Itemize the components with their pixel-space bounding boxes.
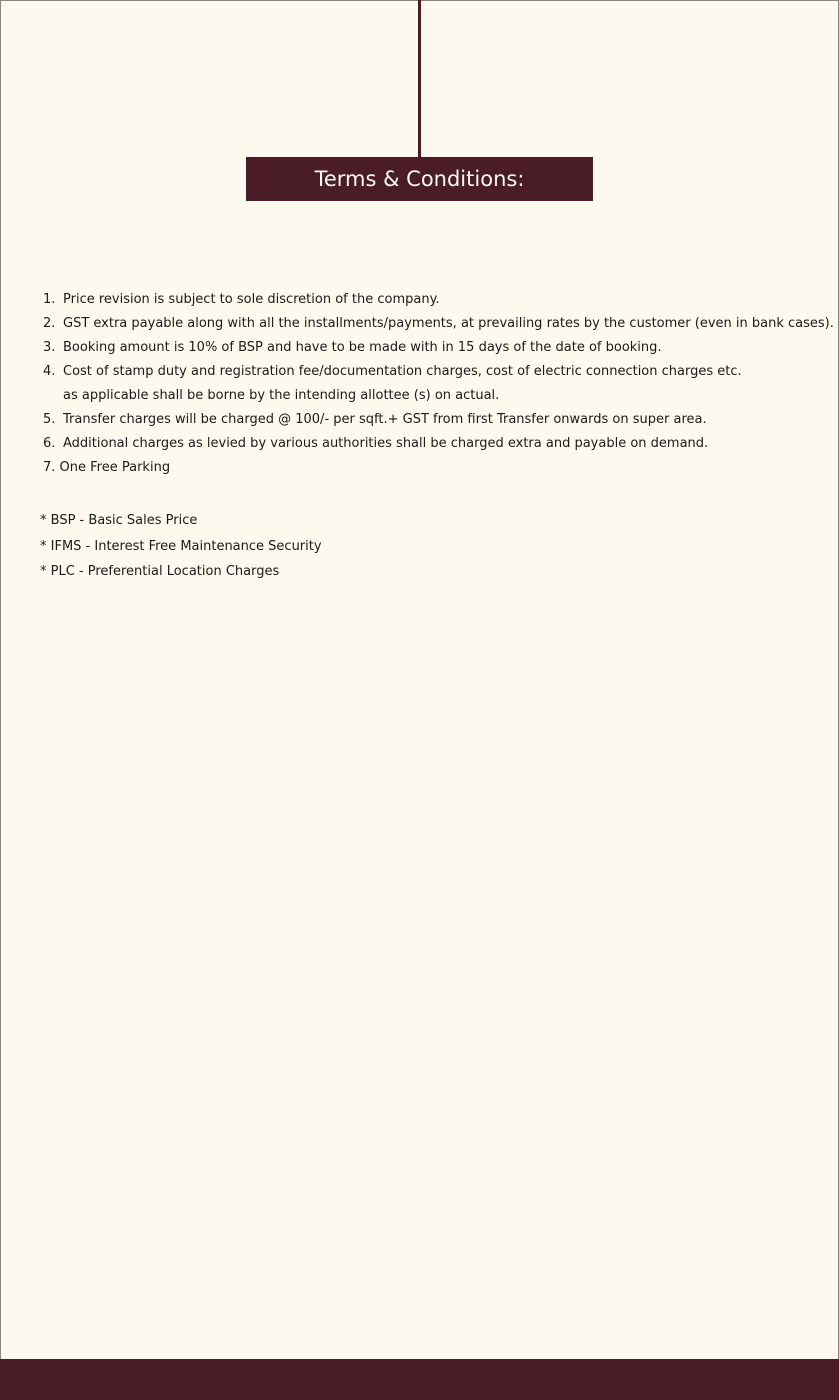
term-text: GST extra payable along with all the installments/payments, at prevailing rates by the customer (even in bank cases).	[63, 316, 834, 331]
term-number: 2.	[43, 316, 56, 331]
term-number: 5.	[43, 412, 56, 427]
term-text: Cost of stamp duty and registration fee/documentation charges, cost of electric connection charges etc.	[63, 364, 742, 379]
terms-list	[43, 289, 834, 481]
term-item-3	[43, 337, 834, 361]
term-number: 4.	[43, 364, 56, 379]
term-text: Price revision is subject to sole discretion of the company.	[63, 292, 440, 307]
page-title: Terms & Conditions:	[314, 167, 525, 191]
term-text: Additional charges as levied by various authorities shall be charged extra and payable on demand.	[63, 436, 709, 451]
term-text: Transfer charges will be charged @ 100/- per sqft.+ GST from first Transfer onwards on super area.	[63, 412, 707, 427]
note-item: * BSP - Basic Sales Price	[40, 513, 198, 528]
term-text: One Free Parking	[59, 460, 171, 475]
term-text: as applicable shall be borne by the intending allottee (s) on actual.	[63, 388, 500, 403]
term-number: 6.	[43, 436, 56, 451]
note-item: * IFMS - Interest Free Maintenance Security	[40, 538, 322, 554]
term-item-2	[43, 313, 834, 337]
abbreviation-notes	[40, 510, 322, 587]
term-item-6	[43, 433, 834, 457]
term-item-4-continuation	[43, 385, 834, 409]
term-item-5	[43, 409, 834, 433]
term-number: 1.	[43, 292, 56, 307]
term-item-7	[43, 457, 834, 481]
title-banner	[246, 157, 593, 201]
term-text: Booking amount is 10% of BSP and have to be made with in 15 days of the date of booking.	[63, 340, 662, 355]
term-item-1	[43, 289, 834, 313]
term-number: 3.	[43, 340, 56, 355]
connector-line	[418, 0, 421, 158]
term-item-4	[43, 361, 834, 385]
footer-bar	[0, 1359, 839, 1400]
term-number: 7.	[43, 460, 56, 475]
note-item: * PLC - Preferential Location Charges	[40, 564, 280, 579]
